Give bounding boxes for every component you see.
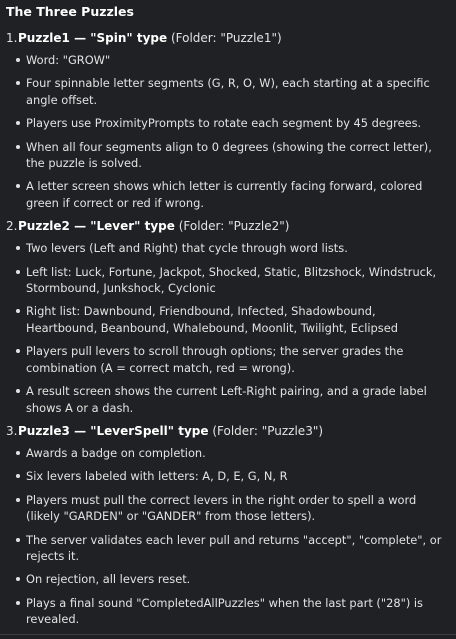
section-folder: (Folder: "Puzzle2") <box>174 219 290 234</box>
list-item: Awards a badge on completion. <box>16 445 448 461</box>
list-item: On rejection, all levers reset. <box>16 571 448 587</box>
list-item: A result screen shows the current Left-Right pairing, and a grade label shows A or a dash. <box>16 383 448 416</box>
section-title: Puzzle1 — "Spin" type <box>18 31 168 45</box>
list-item: The server validates each lever pull and returns "accept", "complete", or rejects it. <box>16 532 448 565</box>
section-title: Puzzle3 — "LeverSpell" type <box>18 423 209 438</box>
list-item: Two levers (Left and Right) that cycle through word lists. <box>16 240 448 256</box>
list-item: Plays a final sound "CompletedAllPuzzles" when the last part ("28") is revealed. <box>16 595 448 628</box>
divider <box>0 634 456 635</box>
list-item: Left list: Luck, Fortune, Jackpot, Shocked, Static, Blitzshock, Windstruck, Stormbound, Junkshock, Cyclonic <box>16 264 448 297</box>
section-number: 3. <box>6 423 18 438</box>
list-item: When all four segments align to 0 degrees (showing the correct letter), the puzzle is solved. <box>16 139 448 172</box>
list-item: Players must pull the correct levers in the right order to spell a word (likely "GARDEN" or "GANDER" from those letters). <box>16 492 448 525</box>
bullet-list <box>6 52 448 211</box>
list-item: Players use ProximityPrompts to rotate each segment by 45 degrees. <box>16 115 448 131</box>
section-number: 2. <box>6 219 18 234</box>
section-title: Puzzle2 — "Lever" type <box>18 219 175 234</box>
list-item: Word: "GROW" <box>16 52 448 68</box>
section-folder: (Folder: "Puzzle3") <box>208 423 324 438</box>
bullet-list <box>6 445 448 628</box>
section-heading <box>6 423 448 439</box>
list-item: A letter screen shows which letter is currently facing forward, colored green if correct or red if wrong. <box>16 178 448 211</box>
bullet-list <box>6 240 448 416</box>
section-puzzle1 <box>6 30 448 211</box>
section-number: 1. <box>6 31 18 45</box>
section-heading <box>6 30 448 46</box>
list-item: Right list: Dawnbound, Friendbound, Infected, Shadowbound, Heartbound, Beanbound, Whalebound, Moonlit, Twilight, Eclipsed <box>16 303 448 336</box>
section-puzzle3 <box>6 423 448 628</box>
page-title: The Three Puzzles <box>6 4 134 19</box>
list-item: Players pull levers to scroll through options; the server grades the combination (A = correct match, red = wrong). <box>16 343 448 376</box>
section-folder: (Folder: "Puzzle1") <box>167 31 282 45</box>
list-item: Six levers labeled with letters: A, D, E, G, N, R <box>16 468 448 484</box>
list-item: Four spinnable letter segments (G, R, O, W), each starting at a specific angle offset. <box>16 75 448 108</box>
section-heading <box>6 218 448 234</box>
section-puzzle2 <box>6 218 448 416</box>
